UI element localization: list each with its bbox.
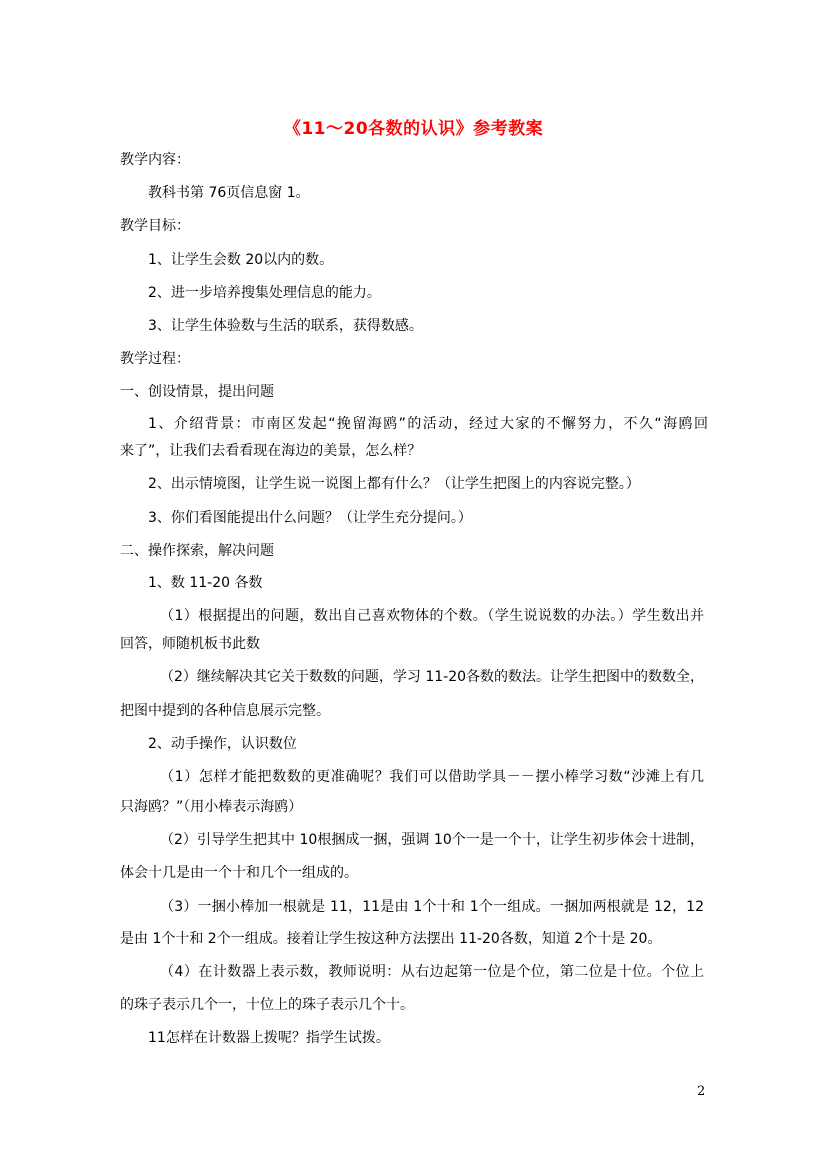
section-heading: 一、创设情景，提出问题 <box>120 384 274 400</box>
page-number: 2 <box>697 1084 706 1099</box>
paragraph: （2）继续解决其它关于数数的问题，学习 11-20各数的数法。让学生把图中的数数全， <box>160 669 705 685</box>
paragraph: 教科书第 76页信息窗 1。 <box>148 185 310 201</box>
list-item: 1、让学生会数 20以内的数。 <box>148 252 334 268</box>
paragraph: （2）引导学生把其中 10根捆成一捆，强调 10个一是一个十，让学生初步体会十进制， <box>160 832 704 848</box>
section-heading: 教学内容： <box>120 152 190 168</box>
paragraph: 1、介绍背景：市南区发起“挽留海鸥”的活动，经过大家的不懈努力，不久“海鸥回 <box>148 416 708 432</box>
paragraph: 来了”，让我们去看看现在海边的美景，怎么样？ <box>120 443 422 459</box>
paragraph: 是由 1个十和 2个一组成。接着让学生按这种方法摆出 11-20各数，知道 2个十是 20。 <box>120 931 662 947</box>
paragraph: 11怎样在计数器上拨呢？指学生试拨。 <box>148 1030 390 1046</box>
document-title: 《11～20各数的认识》参考教案 <box>283 119 544 139</box>
paragraph: 把图中提到的各种信息展示完整。 <box>120 703 330 719</box>
section-heading: 二、操作探索，解决问题 <box>120 543 274 559</box>
paragraph: （1）根据提出的问题，数出自己喜欢物体的个数。（学生说说数的办法。）学生数出并 <box>160 608 704 624</box>
paragraph: 3、你们看图能提出什么问题？（让学生充分提问。） <box>148 510 472 526</box>
paragraph: 只海鸥？”（用小棒表示海鸥） <box>120 799 303 815</box>
list-item: 2、动手操作，认识数位 <box>148 736 297 752</box>
paragraph: 2、出示情境图，让学生说一说图上都有什么？（让学生把图上的内容说完整。） <box>148 476 640 492</box>
paragraph: （4）在计数器上表示数，教师说明：从右边起第一位是个位，第二位是十位。个位上 <box>160 964 704 980</box>
paragraph: 体会十几是由一个十和几个一组成的。 <box>120 865 358 881</box>
list-item: 2、进一步培养搜集处理信息的能力。 <box>148 285 381 301</box>
list-item: 1、数 11-20 各数 <box>148 575 263 591</box>
section-heading: 教学过程： <box>120 351 190 367</box>
paragraph: （3）一捆小棒加一根就是 11，11是由 1个十和 1个一组成。一捆加两根就是 12，12 <box>160 899 704 915</box>
section-heading: 教学目标： <box>120 218 190 234</box>
paragraph: 的珠子表示几个一，十位上的珠子表示几个十。 <box>120 997 414 1013</box>
paragraph: 回答，师随机板书此数 <box>120 636 260 652</box>
paragraph: （1）怎样才能把数数的更准确呢？我们可以借助学具－－摆小棒学习数“沙滩上有几 <box>160 769 704 785</box>
list-item: 3、让学生体验数与生活的联系，获得数感。 <box>148 318 423 334</box>
